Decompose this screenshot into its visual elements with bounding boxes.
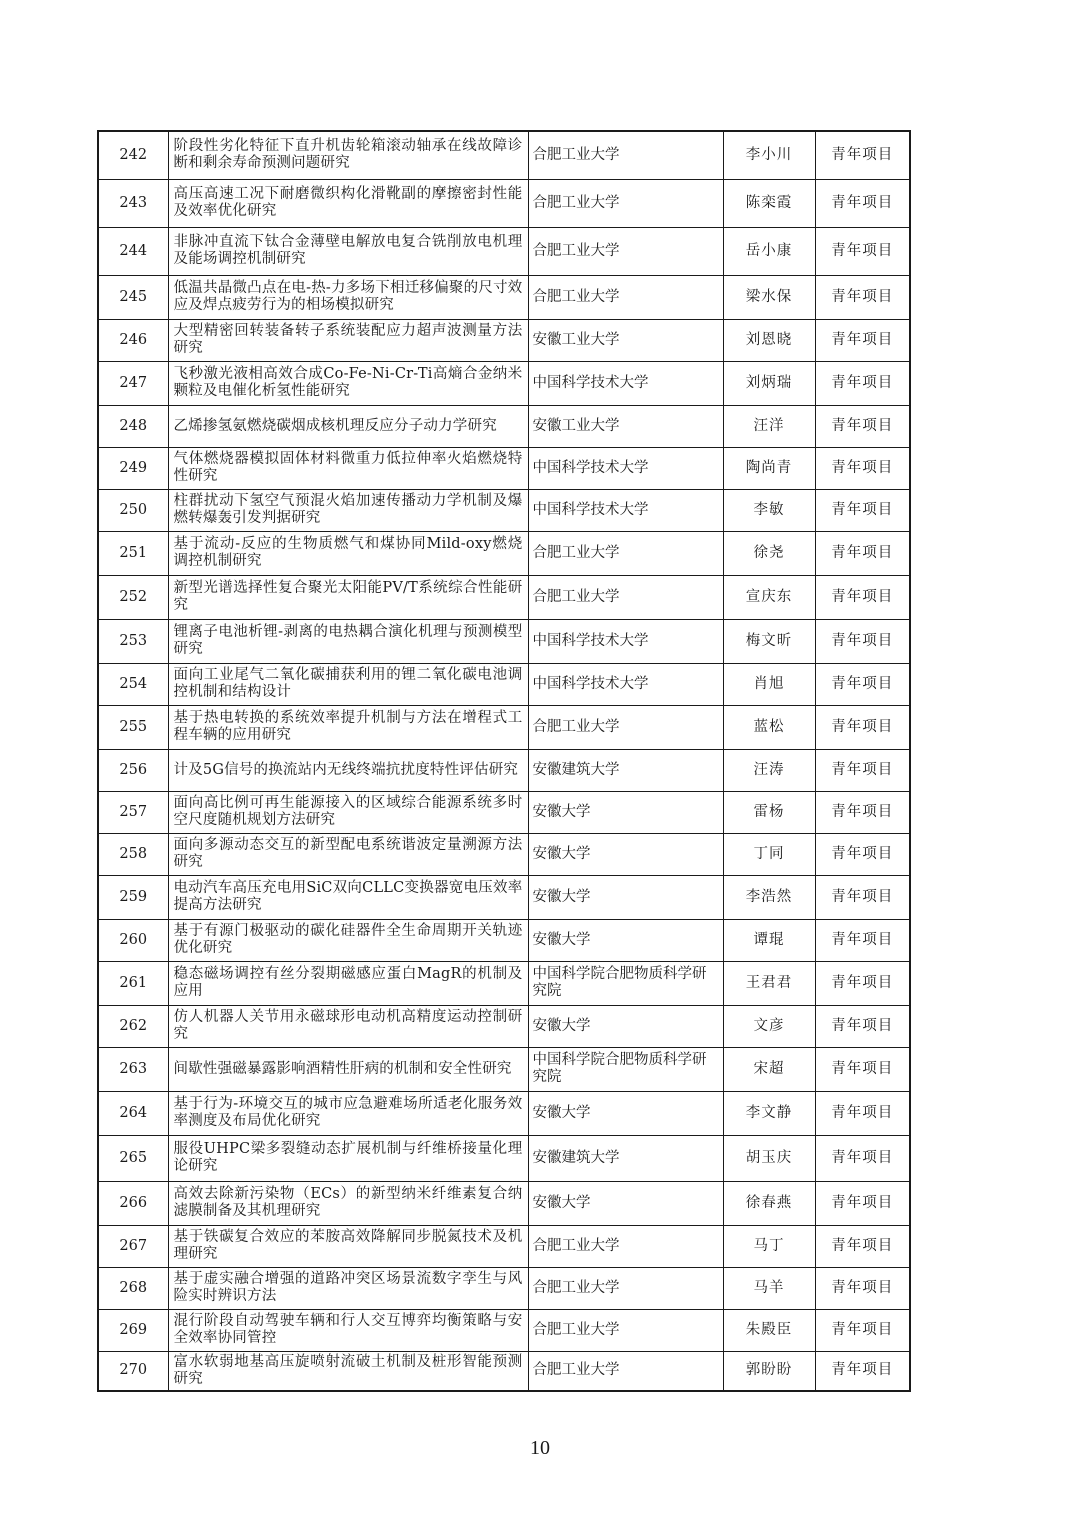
project-number-cell: 245: [98, 275, 168, 319]
project-number-cell: 247: [98, 361, 168, 405]
table-row: [98, 275, 910, 319]
project-number-cell: 267: [98, 1225, 168, 1267]
principal-investigator-cell: 徐春燕: [723, 1181, 815, 1225]
project-title-cell: 稳态磁场调控有丝分裂期磁感应蛋白MagR的机制及应用: [168, 961, 528, 1005]
principal-investigator-cell: 徐尧: [723, 531, 815, 575]
institution-cell: 合肥工业大学: [528, 179, 723, 227]
project-table-body: [98, 131, 910, 1391]
project-type-cell: 青年项目: [815, 619, 910, 663]
table-row: [98, 361, 910, 405]
project-type-cell: 青年项目: [815, 1047, 910, 1091]
institution-cell: 安徽大学: [528, 791, 723, 833]
institution-cell: 安徽大学: [528, 1091, 723, 1135]
project-number-cell: 250: [98, 489, 168, 531]
project-type-cell: 青年项目: [815, 1225, 910, 1267]
table-row: [98, 531, 910, 575]
principal-investigator-cell: 李文静: [723, 1091, 815, 1135]
project-title-cell: 新型光谱选择性复合聚光太阳能PV/T系统综合性能研究: [168, 575, 528, 619]
project-type-cell: 青年项目: [815, 1309, 910, 1351]
principal-investigator-cell: 陈栾霞: [723, 179, 815, 227]
institution-cell: 合肥工业大学: [528, 131, 723, 179]
principal-investigator-cell: 丁同: [723, 833, 815, 875]
table-row: [98, 575, 910, 619]
project-type-cell: 青年项目: [815, 179, 910, 227]
table-row: [98, 1181, 910, 1225]
project-title-cell: 基于热电转换的系统效率提升机制与方法在增程式工程车辆的应用研究: [168, 705, 528, 749]
project-type-cell: 青年项目: [815, 705, 910, 749]
project-title-cell: 高压高速工况下耐磨微织构化滑靴副的摩擦密封性能及效率优化研究: [168, 179, 528, 227]
institution-cell: 合肥工业大学: [528, 531, 723, 575]
project-number-cell: 257: [98, 791, 168, 833]
project-type-cell: 青年项目: [815, 663, 910, 705]
project-title-cell: 非脉冲直流下钛合金薄壁电解放电复合铣削放电机理及能场调控机制研究: [168, 227, 528, 275]
table-row: [98, 749, 910, 791]
table-row: [98, 405, 910, 447]
project-title-cell: 富水软弱地基高压旋喷射流破土机制及桩形智能预测研究: [168, 1351, 528, 1391]
project-type-cell: 青年项目: [815, 131, 910, 179]
principal-investigator-cell: 李浩然: [723, 875, 815, 919]
project-number-cell: 268: [98, 1267, 168, 1309]
project-type-cell: 青年项目: [815, 227, 910, 275]
project-number-cell: 256: [98, 749, 168, 791]
project-type-cell: 青年项目: [815, 319, 910, 361]
project-type-cell: 青年项目: [815, 1135, 910, 1181]
project-type-cell: 青年项目: [815, 489, 910, 531]
institution-cell: 合肥工业大学: [528, 1351, 723, 1391]
project-type-cell: 青年项目: [815, 361, 910, 405]
principal-investigator-cell: 宣庆东: [723, 575, 815, 619]
institution-cell: 中国科学技术大学: [528, 489, 723, 531]
principal-investigator-cell: 汪洋: [723, 405, 815, 447]
table-row: [98, 1267, 910, 1309]
project-title-cell: 基于流动-反应的生物质燃气和煤协同Mild-oxy燃烧调控机制研究: [168, 531, 528, 575]
principal-investigator-cell: 汪涛: [723, 749, 815, 791]
table-row: [98, 833, 910, 875]
table-row: [98, 1047, 910, 1091]
table-row: [98, 791, 910, 833]
project-type-cell: 青年项目: [815, 1091, 910, 1135]
principal-investigator-cell: 李小川: [723, 131, 815, 179]
table-row: [98, 319, 910, 361]
table-row: [98, 961, 910, 1005]
project-title-cell: 电动汽车高压充电用SiC双向CLLC变换器宽电压效率提高方法研究: [168, 875, 528, 919]
institution-cell: 安徽大学: [528, 919, 723, 961]
project-title-cell: 低温共晶微凸点在电-热-力多场下相迁移偏聚的尺寸效应及焊点疲劳行为的相场模拟研究: [168, 275, 528, 319]
principal-investigator-cell: 蓝松: [723, 705, 815, 749]
principal-investigator-cell: 朱殿臣: [723, 1309, 815, 1351]
project-type-cell: 青年项目: [815, 1005, 910, 1047]
project-type-cell: 青年项目: [815, 1181, 910, 1225]
project-title-cell: 仿人机器人关节用永磁球形电动机高精度运动控制研究: [168, 1005, 528, 1047]
project-type-cell: 青年项目: [815, 919, 910, 961]
institution-cell: 合肥工业大学: [528, 227, 723, 275]
project-number-cell: 253: [98, 619, 168, 663]
project-type-cell: 青年项目: [815, 405, 910, 447]
page-number: 10: [530, 1437, 550, 1459]
table-row: [98, 1135, 910, 1181]
principal-investigator-cell: 刘炳瑞: [723, 361, 815, 405]
institution-cell: 合肥工业大学: [528, 1309, 723, 1351]
table-row: [98, 1351, 910, 1391]
project-type-cell: 青年项目: [815, 275, 910, 319]
project-title-cell: 混行阶段自动驾驶车辆和行人交互博弈均衡策略与安全效率协同管控: [168, 1309, 528, 1351]
project-title-cell: 基于行为-环境交互的城市应急避难场所适老化服务效率测度及布局优化研究: [168, 1091, 528, 1135]
institution-cell: 中国科学技术大学: [528, 619, 723, 663]
project-number-cell: 242: [98, 131, 168, 179]
project-title-cell: 服役UHPC梁多裂缝动态扩展机制与纤维桥接量化理论研究: [168, 1135, 528, 1181]
project-title-cell: 面向工业尾气二氧化碳捕获利用的锂二氧化碳电池调控机制和结构设计: [168, 663, 528, 705]
project-title-cell: 面向高比例可再生能源接入的区域综合能源系统多时空尺度随机规划方法研究: [168, 791, 528, 833]
project-number-cell: 269: [98, 1309, 168, 1351]
project-number-cell: 263: [98, 1047, 168, 1091]
principal-investigator-cell: 陶尚青: [723, 447, 815, 489]
project-number-cell: 246: [98, 319, 168, 361]
institution-cell: 合肥工业大学: [528, 1225, 723, 1267]
institution-cell: 安徽建筑大学: [528, 749, 723, 791]
table-row: [98, 919, 910, 961]
institution-cell: 安徽建筑大学: [528, 1135, 723, 1181]
project-title-cell: 锂离子电池析锂-剥离的电热耦合演化机理与预测模型研究: [168, 619, 528, 663]
project-title-cell: 基于铁碳复合效应的苯胺高效降解同步脱氮技术及机理研究: [168, 1225, 528, 1267]
project-type-cell: 青年项目: [815, 749, 910, 791]
project-title-cell: 基于有源门极驱动的碳化硅器件全生命周期开关轨迹优化研究: [168, 919, 528, 961]
principal-investigator-cell: 郭盼盼: [723, 1351, 815, 1391]
project-number-cell: 262: [98, 1005, 168, 1047]
project-number-cell: 264: [98, 1091, 168, 1135]
project-type-cell: 青年项目: [815, 1267, 910, 1309]
principal-investigator-cell: 梅文昕: [723, 619, 815, 663]
project-type-cell: 青年项目: [815, 575, 910, 619]
project-number-cell: 266: [98, 1181, 168, 1225]
project-type-cell: 青年项目: [815, 1351, 910, 1391]
principal-investigator-cell: 马羊: [723, 1267, 815, 1309]
principal-investigator-cell: 李敏: [723, 489, 815, 531]
table-row: [98, 663, 910, 705]
project-title-cell: 柱群扰动下氢空气预混火焰加速传播动力学机制及爆燃转爆轰引发判据研究: [168, 489, 528, 531]
institution-cell: 安徽工业大学: [528, 405, 723, 447]
project-number-cell: 248: [98, 405, 168, 447]
institution-cell: 合肥工业大学: [528, 1267, 723, 1309]
project-number-cell: 270: [98, 1351, 168, 1391]
principal-investigator-cell: 梁水保: [723, 275, 815, 319]
institution-cell: 中国科学技术大学: [528, 447, 723, 489]
project-title-cell: 面向多源动态交互的新型配电系统谐波定量溯源方法研究: [168, 833, 528, 875]
institution-cell: 中国科学院合肥物质科学研究院: [528, 961, 723, 1005]
principal-investigator-cell: 宋超: [723, 1047, 815, 1091]
project-number-cell: 249: [98, 447, 168, 489]
principal-investigator-cell: 文彦: [723, 1005, 815, 1047]
institution-cell: 合肥工业大学: [528, 575, 723, 619]
table-row: [98, 619, 910, 663]
table-row: [98, 1005, 910, 1047]
project-number-cell: 260: [98, 919, 168, 961]
principal-investigator-cell: 肖旭: [723, 663, 815, 705]
institution-cell: 中国科学技术大学: [528, 663, 723, 705]
project-number-cell: 243: [98, 179, 168, 227]
table-row: [98, 1309, 910, 1351]
project-type-cell: 青年项目: [815, 791, 910, 833]
project-title-cell: 气体燃烧器模拟固体材料微重力低拉伸率火焰燃烧特性研究: [168, 447, 528, 489]
table-row: [98, 1091, 910, 1135]
table-row: [98, 179, 910, 227]
project-number-cell: 254: [98, 663, 168, 705]
project-type-cell: 青年项目: [815, 833, 910, 875]
project-number-cell: 261: [98, 961, 168, 1005]
project-type-cell: 青年项目: [815, 961, 910, 1005]
project-type-cell: 青年项目: [815, 531, 910, 575]
table-row: [98, 131, 910, 179]
table-row: [98, 227, 910, 275]
institution-cell: 合肥工业大学: [528, 705, 723, 749]
table-row: [98, 489, 910, 531]
project-title-cell: 高效去除新污染物（ECs）的新型纳米纤维素复合纳滤膜制备及其机理研究: [168, 1181, 528, 1225]
principal-investigator-cell: 王君君: [723, 961, 815, 1005]
project-table: [97, 130, 911, 1392]
project-number-cell: 251: [98, 531, 168, 575]
project-number-cell: 265: [98, 1135, 168, 1181]
institution-cell: 安徽工业大学: [528, 319, 723, 361]
table-row: [98, 447, 910, 489]
project-type-cell: 青年项目: [815, 875, 910, 919]
institution-cell: 安徽大学: [528, 875, 723, 919]
project-number-cell: 258: [98, 833, 168, 875]
table-row: [98, 705, 910, 749]
institution-cell: 中国科学院合肥物质科学研究院: [528, 1047, 723, 1091]
principal-investigator-cell: 谭琨: [723, 919, 815, 961]
project-number-cell: 255: [98, 705, 168, 749]
institution-cell: 安徽大学: [528, 833, 723, 875]
project-number-cell: 259: [98, 875, 168, 919]
project-number-cell: 252: [98, 575, 168, 619]
project-type-cell: 青年项目: [815, 447, 910, 489]
table-row: [98, 875, 910, 919]
institution-cell: 合肥工业大学: [528, 275, 723, 319]
principal-investigator-cell: 雷杨: [723, 791, 815, 833]
table-row: [98, 1225, 910, 1267]
institution-cell: 安徽大学: [528, 1181, 723, 1225]
project-title-cell: 间歇性强磁暴露影响酒精性肝病的机制和安全性研究: [168, 1047, 528, 1091]
project-number-cell: 244: [98, 227, 168, 275]
principal-investigator-cell: 岳小康: [723, 227, 815, 275]
institution-cell: 中国科学技术大学: [528, 361, 723, 405]
principal-investigator-cell: 刘恩晓: [723, 319, 815, 361]
project-title-cell: 阶段性劣化特征下直升机齿轮箱滚动轴承在线故障诊断和剩余寿命预测问题研究: [168, 131, 528, 179]
project-title-cell: 基于虚实融合增强的道路冲突区场景流数字孪生与风险实时辨识方法: [168, 1267, 528, 1309]
project-title-cell: 乙烯掺氢氨燃烧碳烟成核机理反应分子动力学研究: [168, 405, 528, 447]
institution-cell: 安徽大学: [528, 1005, 723, 1047]
project-title-cell: 计及5G信号的换流站内无线终端抗扰度特性评估研究: [168, 749, 528, 791]
project-title-cell: 飞秒激光液相高效合成Co-Fe-Ni-Cr-Ti高熵合金纳米颗粒及电催化析氢性能研究: [168, 361, 528, 405]
project-title-cell: 大型精密回转装备转子系统装配应力超声波测量方法研究: [168, 319, 528, 361]
principal-investigator-cell: 胡玉庆: [723, 1135, 815, 1181]
principal-investigator-cell: 马丁: [723, 1225, 815, 1267]
